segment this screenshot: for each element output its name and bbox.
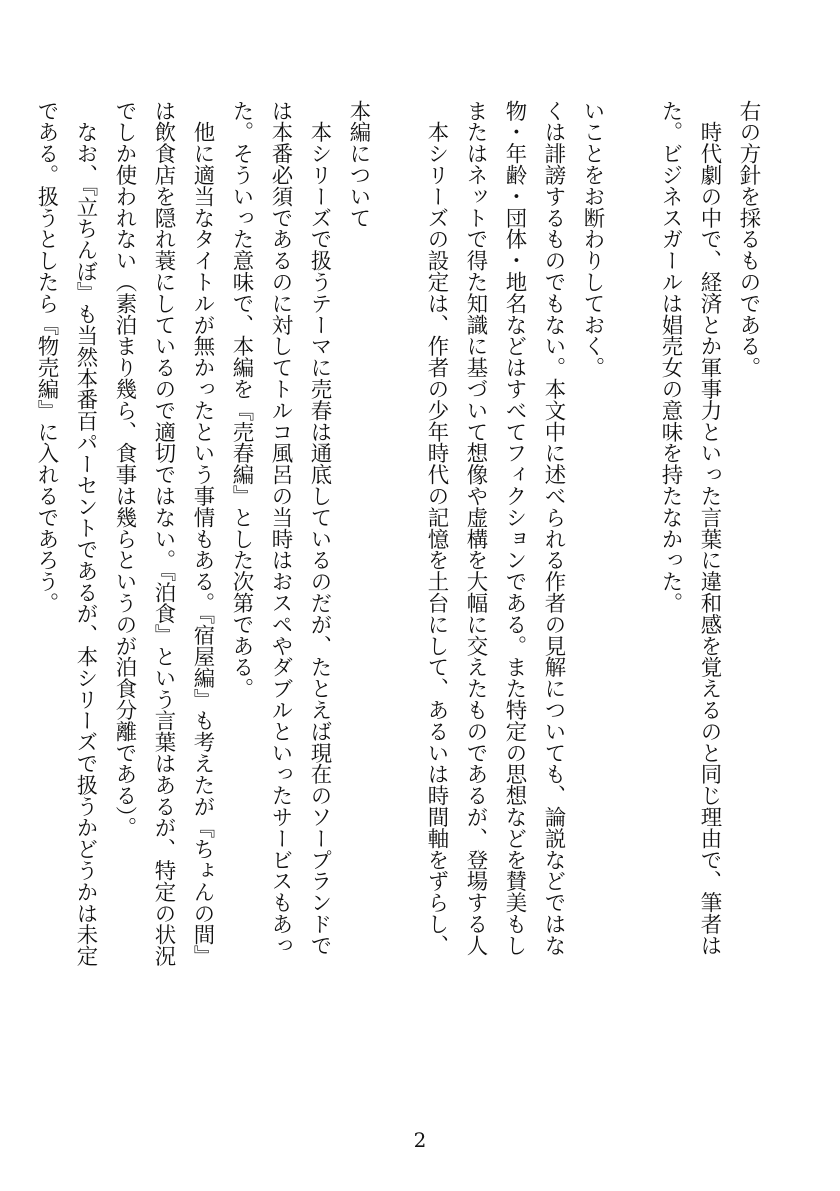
- text-line: 他に適当なタイトルが無かったという事情もある。『宿屋編』も考えたが『ちょんの間』: [190, 100, 215, 967]
- text-line: 時代劇の中で、経済とか軍事力といった言葉に違和感を覚えるのと同じ理由で、筆者は: [697, 100, 722, 956]
- text-line: は飲食店を隠れ蓑にしているので適切ではない。『泊食』という言葉はあるが、特定の状況: [151, 100, 176, 967]
- text-line: でしか使われない（素泊まり幾ら、食事は幾らというのが泊食分離である）。: [112, 100, 137, 839]
- text-line: た。そういった意味で、本編を『売春編』とした次第である。: [229, 100, 254, 700]
- page-number: 2: [413, 1128, 427, 1152]
- text-line: 右の方針を採るものである。: [736, 100, 761, 379]
- text-line: 物・年齢・団体・地名などはすべてフィクションである。また特定の思想などを賛美もし: [502, 100, 527, 956]
- text-line: いことをお断わりしておく。: [580, 100, 605, 379]
- text-line: は本番必須であるのに対してトルコ風呂の当時はおスペやダブルといったサービスもあっ: [268, 100, 293, 956]
- text-line: くは誹謗するものでもない。本文中に述べられる作者の見解についても、論説などではな: [541, 100, 566, 956]
- vertical-body-text: [27, 100, 768, 1035]
- text-line: またはネットで得た知識に基づいて想像や虚構を大幅に交えたものであるが、登場する人: [463, 100, 488, 956]
- text-line: なお、『立ちんぼ』も当然本番百パーセントであるが、本シリーズで扱うかどうかは未定: [73, 100, 98, 967]
- section-heading: 本編について: [346, 100, 371, 229]
- text-line: 本シリーズで扱うテーマに売春は通底しているのだが、たとえば現在のソープランドで: [307, 100, 332, 956]
- text-line: である。扱うとしたら『物売編』に入れるであろう。: [34, 100, 59, 614]
- text-line: 本シリーズの設定は、作者の少年時代の記憶を土台にして、あるいは時間軸をずらし、: [424, 100, 449, 956]
- text-line: た。ビジネスガールは娼売女の意味を持たなかった。: [658, 100, 683, 614]
- blank-line: [378, 100, 417, 1035]
- blank-line: [612, 100, 651, 1035]
